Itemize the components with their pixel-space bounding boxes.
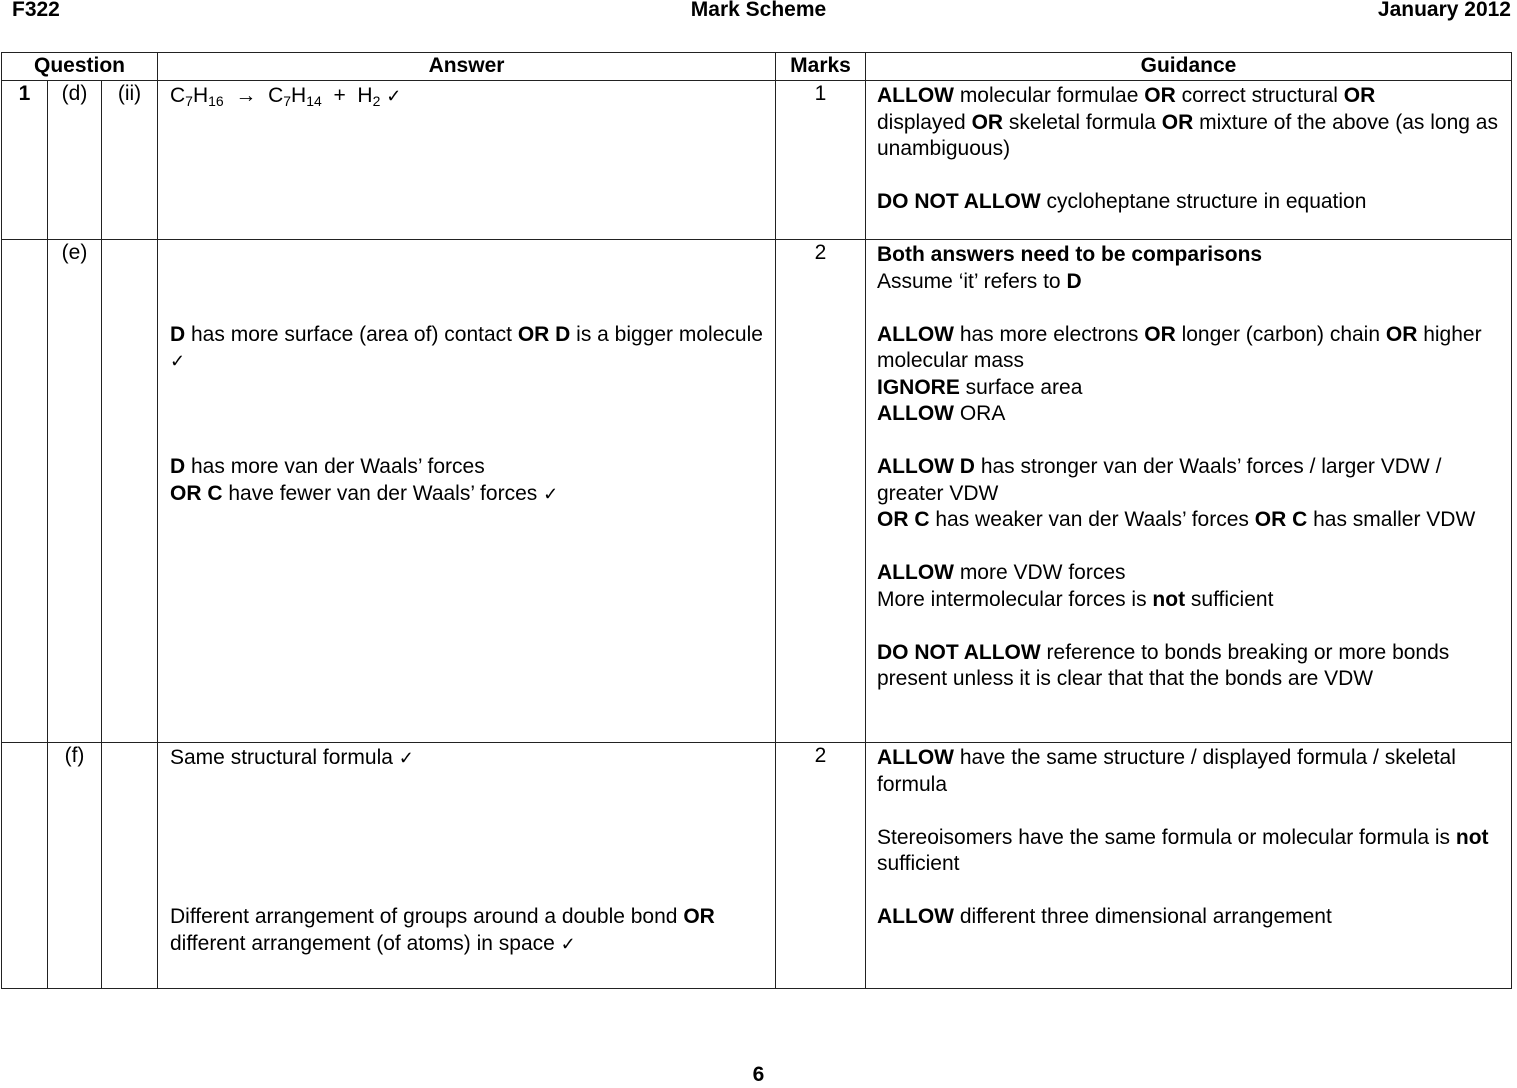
page-number: 6	[752, 1063, 765, 1086]
guidance-paragraph: ALLOW ORA	[877, 402, 1006, 425]
check-mark-icon: ✓	[543, 483, 559, 504]
question-part: (e)	[48, 240, 102, 743]
marks-cell: 1	[776, 81, 866, 240]
guidance-cell	[866, 240, 1512, 743]
document-code: F322	[12, 0, 60, 21]
check-mark-icon: ✓	[560, 933, 576, 954]
marks-cell: 2	[776, 743, 866, 989]
guidance-paragraph: ALLOW different three dimensional arrangement	[877, 905, 1332, 928]
answer-cell	[158, 240, 776, 743]
question-number	[2, 743, 48, 989]
marks-cell: 2	[776, 240, 866, 743]
answer-point: Different arrangement of groups around a double bond OR different arrangement (of atoms) in space ✓	[170, 905, 715, 955]
question-number	[2, 240, 48, 743]
guidance-paragraph: ALLOW D has stronger van der Waals’ forces / larger VDW / greater VDW	[877, 455, 1442, 505]
header-marks: Marks	[776, 53, 866, 81]
guidance-paragraph: OR C has weaker van der Waals’ forces OR C has smaller VDW	[877, 508, 1476, 531]
guidance-paragraph: DO NOT ALLOW reference to bonds breaking or more bonds present unless it is clear that that the bonds are VDW	[877, 640, 1450, 690]
guidance-paragraph: More intermolecular forces is not sufficient	[877, 587, 1274, 611]
guidance-cell	[866, 743, 1512, 989]
guidance-heading: Both answers need to be comparisons	[877, 243, 1263, 266]
element-symbol: H	[291, 84, 307, 107]
guidance-cell	[866, 81, 1512, 240]
header-guidance: Guidance	[866, 53, 1512, 81]
subscript: 2	[372, 93, 381, 109]
answer-cell	[158, 743, 776, 989]
element-symbol: H	[192, 84, 209, 107]
header-question: Question	[2, 53, 158, 81]
answer-cell	[158, 81, 776, 240]
table-row	[2, 81, 1512, 240]
subscript: 16	[208, 93, 224, 109]
guidance-paragraph: Stereoisomers have the same formula or molecular formula is not sufficient	[877, 825, 1489, 875]
table-row	[2, 743, 1512, 989]
table-header-row	[2, 53, 1512, 81]
question-part: (f)	[48, 743, 102, 989]
question-subpart	[102, 743, 158, 989]
question-part: (d)	[48, 81, 102, 240]
plus-sign: +	[333, 84, 346, 107]
guidance-paragraph: ALLOW more VDW forces	[877, 561, 1126, 584]
guidance-paragraph: IGNORE surface area	[877, 375, 1083, 399]
guidance-paragraph: DO NOT ALLOW cycloheptane structure in equation	[877, 190, 1367, 213]
subscript: 14	[306, 93, 322, 109]
question-number: 1	[2, 81, 48, 240]
element-symbol: H	[357, 84, 373, 107]
guidance-paragraph: ALLOW has more electrons OR longer (carbon) chain OR higher molecular mass	[877, 322, 1482, 372]
element-symbol: C	[170, 84, 186, 107]
arrow-icon: →	[235, 84, 257, 107]
mark-scheme-table	[1, 52, 1512, 989]
question-subpart: (ii)	[102, 81, 158, 240]
check-mark-icon: ✓	[398, 748, 414, 768]
header-answer: Answer	[158, 53, 776, 81]
answer-point: D has more van der Waals’ forces OR C have fewer van der Waals’ forces ✓	[170, 455, 559, 505]
guidance-paragraph: ALLOW have the same structure / displayed formula / skeletal formula	[877, 746, 1456, 796]
guidance-paragraph: ALLOW molecular formulae OR correct structural OR displayed OR skeletal formula OR mixture of the above (as long as unambiguous)	[877, 84, 1498, 160]
subscript: 7	[283, 93, 292, 109]
check-mark-icon: ✓	[386, 86, 402, 106]
element-symbol: C	[268, 84, 284, 107]
guidance-paragraph: Assume ‘it’ refers to D	[877, 269, 1082, 293]
subscript: 7	[185, 93, 193, 109]
document-title: Mark Scheme	[690, 0, 827, 21]
table-row	[2, 240, 1512, 743]
answer-point: D has more surface (area of) contact OR D is a bigger molecule ✓	[170, 322, 763, 371]
equation	[170, 83, 767, 110]
answer-point: Same structural formula ✓	[170, 746, 414, 769]
question-subpart	[102, 240, 158, 743]
check-mark-icon: ✓	[170, 351, 186, 371]
document-date: January 2012	[1377, 0, 1511, 21]
